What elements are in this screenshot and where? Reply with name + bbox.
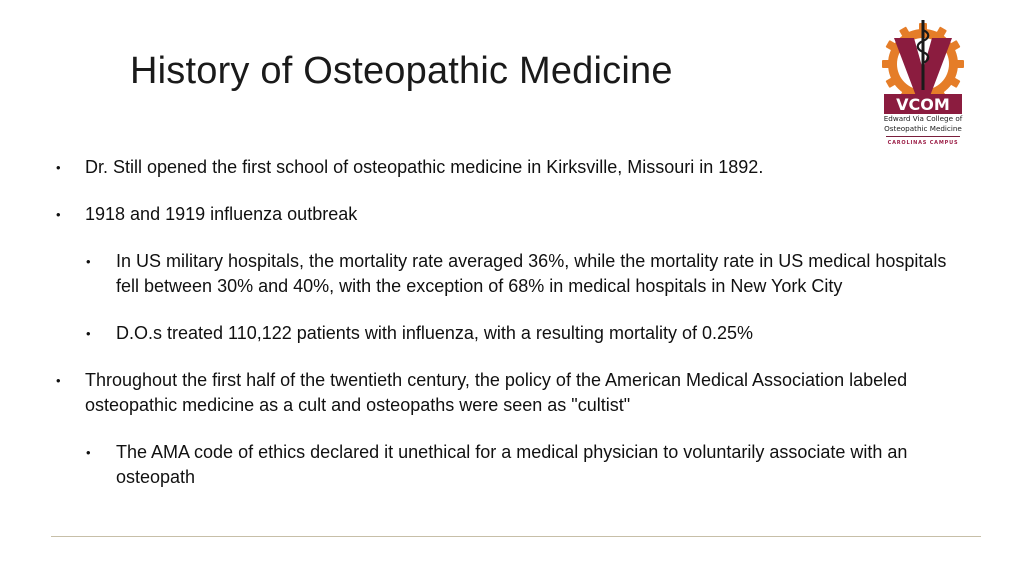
logo-campus-label: CAROLINAS CAMPUS [887,140,959,146]
footer-rule [51,536,981,537]
sub-bullet-item [56,440,956,490]
bullet-marker: • [56,160,61,175]
logo-college-name-line1: Edward Via College of [883,114,963,123]
bullet-text: 1918 and 1919 influenza outbreak [85,204,358,224]
bullet-text: D.O.s treated 110,122 patients with influenza, with a resulting mortality of 0.25% [116,323,754,343]
bullet-marker: • [86,254,91,269]
bullet-marker: • [56,373,61,388]
bullet-marker: • [86,326,91,341]
bullet-item [56,202,956,227]
logo-college-name-line2: Osteopathic Medicine [884,124,962,133]
sub-bullet-item [56,321,956,346]
bullet-text: The AMA code of ethics declared it unethical for a medical physician to voluntarily associate with an osteopath [116,442,908,487]
sub-bullet-item [56,249,956,299]
bullet-marker: • [56,207,61,222]
bullet-item [56,155,956,180]
logo-divider [886,136,960,137]
slide-title: History of Osteopathic Medicine [130,50,673,92]
bullet-text: Throughout the first half of the twentieth century, the policy of the American Medical Association labeled osteopathic medicine as a cult and osteopaths were seen as "cultist" [85,370,908,415]
bullet-marker: • [86,445,91,460]
logo-wordmark: VCOM [896,95,950,114]
bullet-list [56,155,956,490]
bullet-text: In US military hospitals, the mortality rate averaged 36%, while the mortality rate in US medical hospitals fell between 30% and 40%, with the exception of 68% in medical hospitals in New York City [116,251,947,296]
bullet-item [56,368,956,418]
bullet-text: Dr. Still opened the first school of osteopathic medicine in Kirksville, Missouri in 1892. [85,157,764,177]
